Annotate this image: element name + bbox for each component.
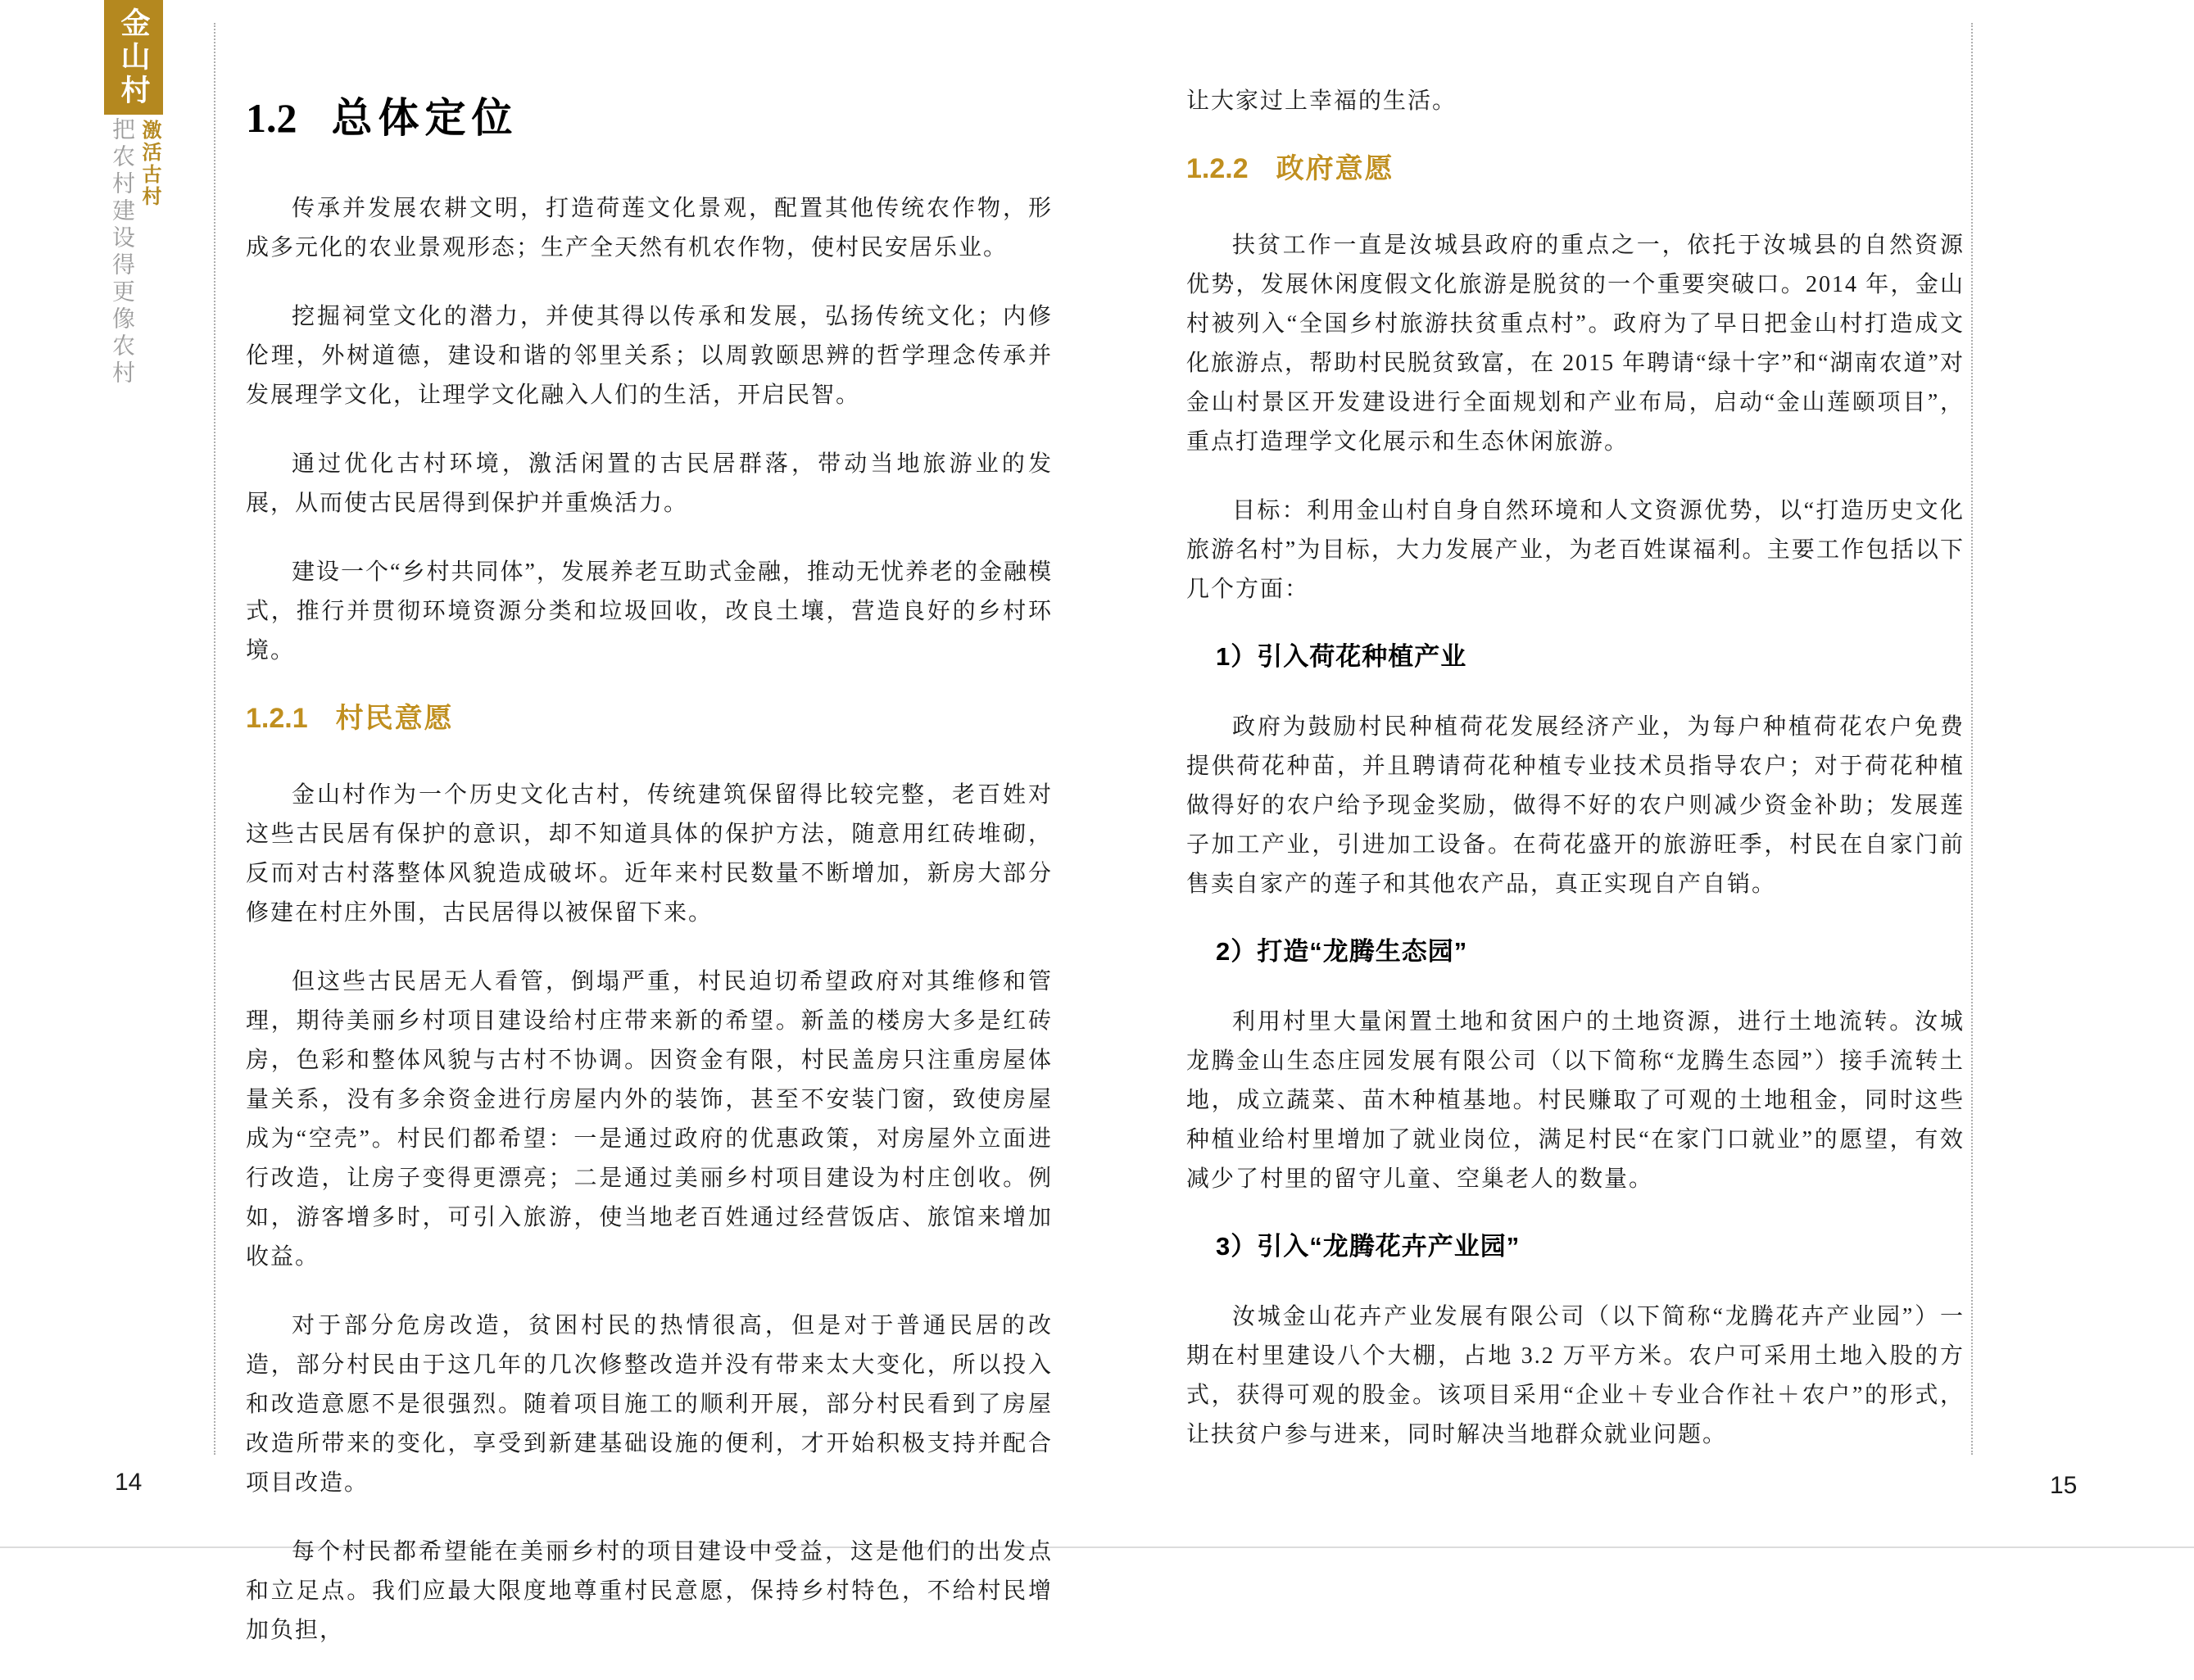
subsection-heading [1186,151,1965,187]
paragraph: 目标：利用金山村自身自然环境和人文资源优势，以“打造历史文化旅游名村”为目标，大力发展产业，为老百姓谋福利。主要工作包括以下几个方面： [1186,498,1965,602]
subsection-title: 政府意愿 [1276,153,1394,184]
paragraph: 利用村里大量闲置土地和贫困户的土地资源，进行土地流转。汝城龙腾金山生态庄园发展有限公司（以下简称“龙腾生态园”）接手流转土地，成立蔬菜、苗木种植基地。村民赚取了可观的土地租金，同时这些种植业给村里增加了就业岗位，满足村民“在家门口就业”的愿望，有效减少了村里的留守儿童、空巢老人的数量。 [1186,1009,1965,1192]
page-number-right: 15 [2050,1472,2078,1499]
subsection-heading [246,700,1053,736]
list-item-heading: 3）引入“龙腾花卉产业园” [1216,1232,1521,1261]
page-number-left: 14 [115,1469,143,1496]
village-name-banner [104,0,163,115]
right-page-column [1186,82,1965,1484]
left-page-divider [214,23,215,1455]
left-page-column [246,61,1053,1680]
list-item-heading: 1）引入荷花种植产业 [1216,642,1467,671]
chapter-subtitle: 把农村建设得更像农村 [109,117,134,387]
section-title: 总体定位 [331,95,519,141]
paragraph: 扶贫工作一直是汝城县政府的重点之一，依托于汝城县的自然资源优势，发展休闲度假文化旅游是脱贫的一个重要突破口。2014 年，金山村被列入“全国乡村旅游扶贫重点村”。政府为了早日把金山村打造成文化旅游点，帮助村民脱贫致富，在 2015 年聘请“绿十字”和“湖南农道”对金山村景区开发建设进行全面规划和产业布局，启动“金山莲颐项目”，重点打造理学文化展示和生态休闲旅游。 [1186,233,1965,455]
paragraph: 每个村民都希望能在美丽乡村的项目建设中受益，这是他们的出发点和立足点。我们应最大限度地尊重村民意愿，保持乡村特色，不给村民增加负担， [246,1539,1053,1643]
section-number: 1.2 [246,95,297,141]
paragraph: 建设一个“乡村共同体”，发展养老互助式金融，推动无忧养老的金融模式，推行并贯彻环境资源分类和垃圾回收，改良土壤，营造良好的乡村环境。 [246,559,1053,663]
right-page-divider [1971,23,1973,1455]
subsection-title: 村民意愿 [335,703,454,734]
paragraph: 金山村作为一个历史文化古村，传统建筑保留得比较完整，老百姓对这些古民居有保护的意识，却不知道具体的保护方法，随意用红砖堆砌，反而对古村落整体风貌造成破坏。近年来村民数量不断增加，新房大部分修建在村庄外围，古民居得以被保留下来。 [246,782,1053,926]
paragraph: 传承并发展农耕文明，打造荷莲文化景观，配置其他传统农作物，形成多元化的农业景观形态；生产全天然有机农作物，使村民安居乐业。 [246,196,1053,260]
continuation-paragraph: 让大家过上幸福的生活。 [1186,88,1457,114]
paragraph: 对于部分危房改造，贫困村民的热情很高，但是对于普通民居的改造，部分村民由于这几年的几次修整改造并没有带来太大变化，所以投入和改造意愿不是很强烈。随着项目施工的顺利开展，部分村民看到了房屋改造所带来的变化，享受到新建基础设施的便利，才开始积极支持并配合项目改造。 [246,1313,1053,1496]
chapter-tagline: 激活古村 [138,120,160,208]
subsection-number: 1.2.2 [1186,153,1249,184]
list-item-heading: 2）打造“龙腾生态园” [1216,937,1468,966]
subsection-number: 1.2.1 [246,703,308,734]
paragraph: 政府为鼓励村民种植荷花发展经济产业，为每户种植荷花农户免费提供荷花种苗，并且聘请荷花种植专业技术员指导农户；对于荷花种植做得好的农户给予现金奖励，做得不好的农户则减少资金补助；发展莲子加工产业，引进加工设备。在荷花盛开的旅游旺季，村民在自家门前售卖自家产的莲子和其他农产品，真正实现自产自销。 [1186,714,1965,897]
paragraph: 挖掘祠堂文化的潜力，并使其得以传承和发展，弘扬传统文化；内修伦理，外树道德，建设和谐的邻里关系；以周敦颐思辨的哲学理念传承并发展理学文化，让理学文化融入人们的生活，开启民智。 [246,304,1053,408]
paragraph: 通过优化古村环境，激活闲置的古民居群落，带动当地旅游业的发展，从而使古民居得到保护并重焕活力。 [246,451,1053,516]
village-name-label: 金山村 [117,7,150,108]
paragraph: 汝城金山花卉产业发展有限公司（以下简称“龙腾花卉产业园”）一期在村里建设八个大棚，占地 3.2 万平方米。农户可采用土地入股的方式，获得可观的股金。该项目采用“企业＋专业合作社＋农户”的形式，让扶贫户参与进来，同时解决当地群众就业问题。 [1186,1304,1965,1447]
paragraph: 但这些古民居无人看管，倒塌严重，村民迫切希望政府对其维修和管理，期待美丽乡村项目建设给村庄带来新的希望。新盖的楼房大多是红砖房，色彩和整体风貌与古村不协调。因资金有限，村民盖房只注重房屋体量关系，没有多余资金进行房屋内外的装饰，甚至不安装门窗，致使房屋成为“空壳”。村民们都希望：一是通过政府的优惠政策，对房屋外立面进行改造，让房子变得更漂亮；二是通过美丽乡村项目建设为村庄创收。例如，游客增多时，可引入旅游，使当地老百姓通过经营饭店、旅馆来增加收益。 [246,969,1053,1270]
section-heading [246,94,1053,142]
